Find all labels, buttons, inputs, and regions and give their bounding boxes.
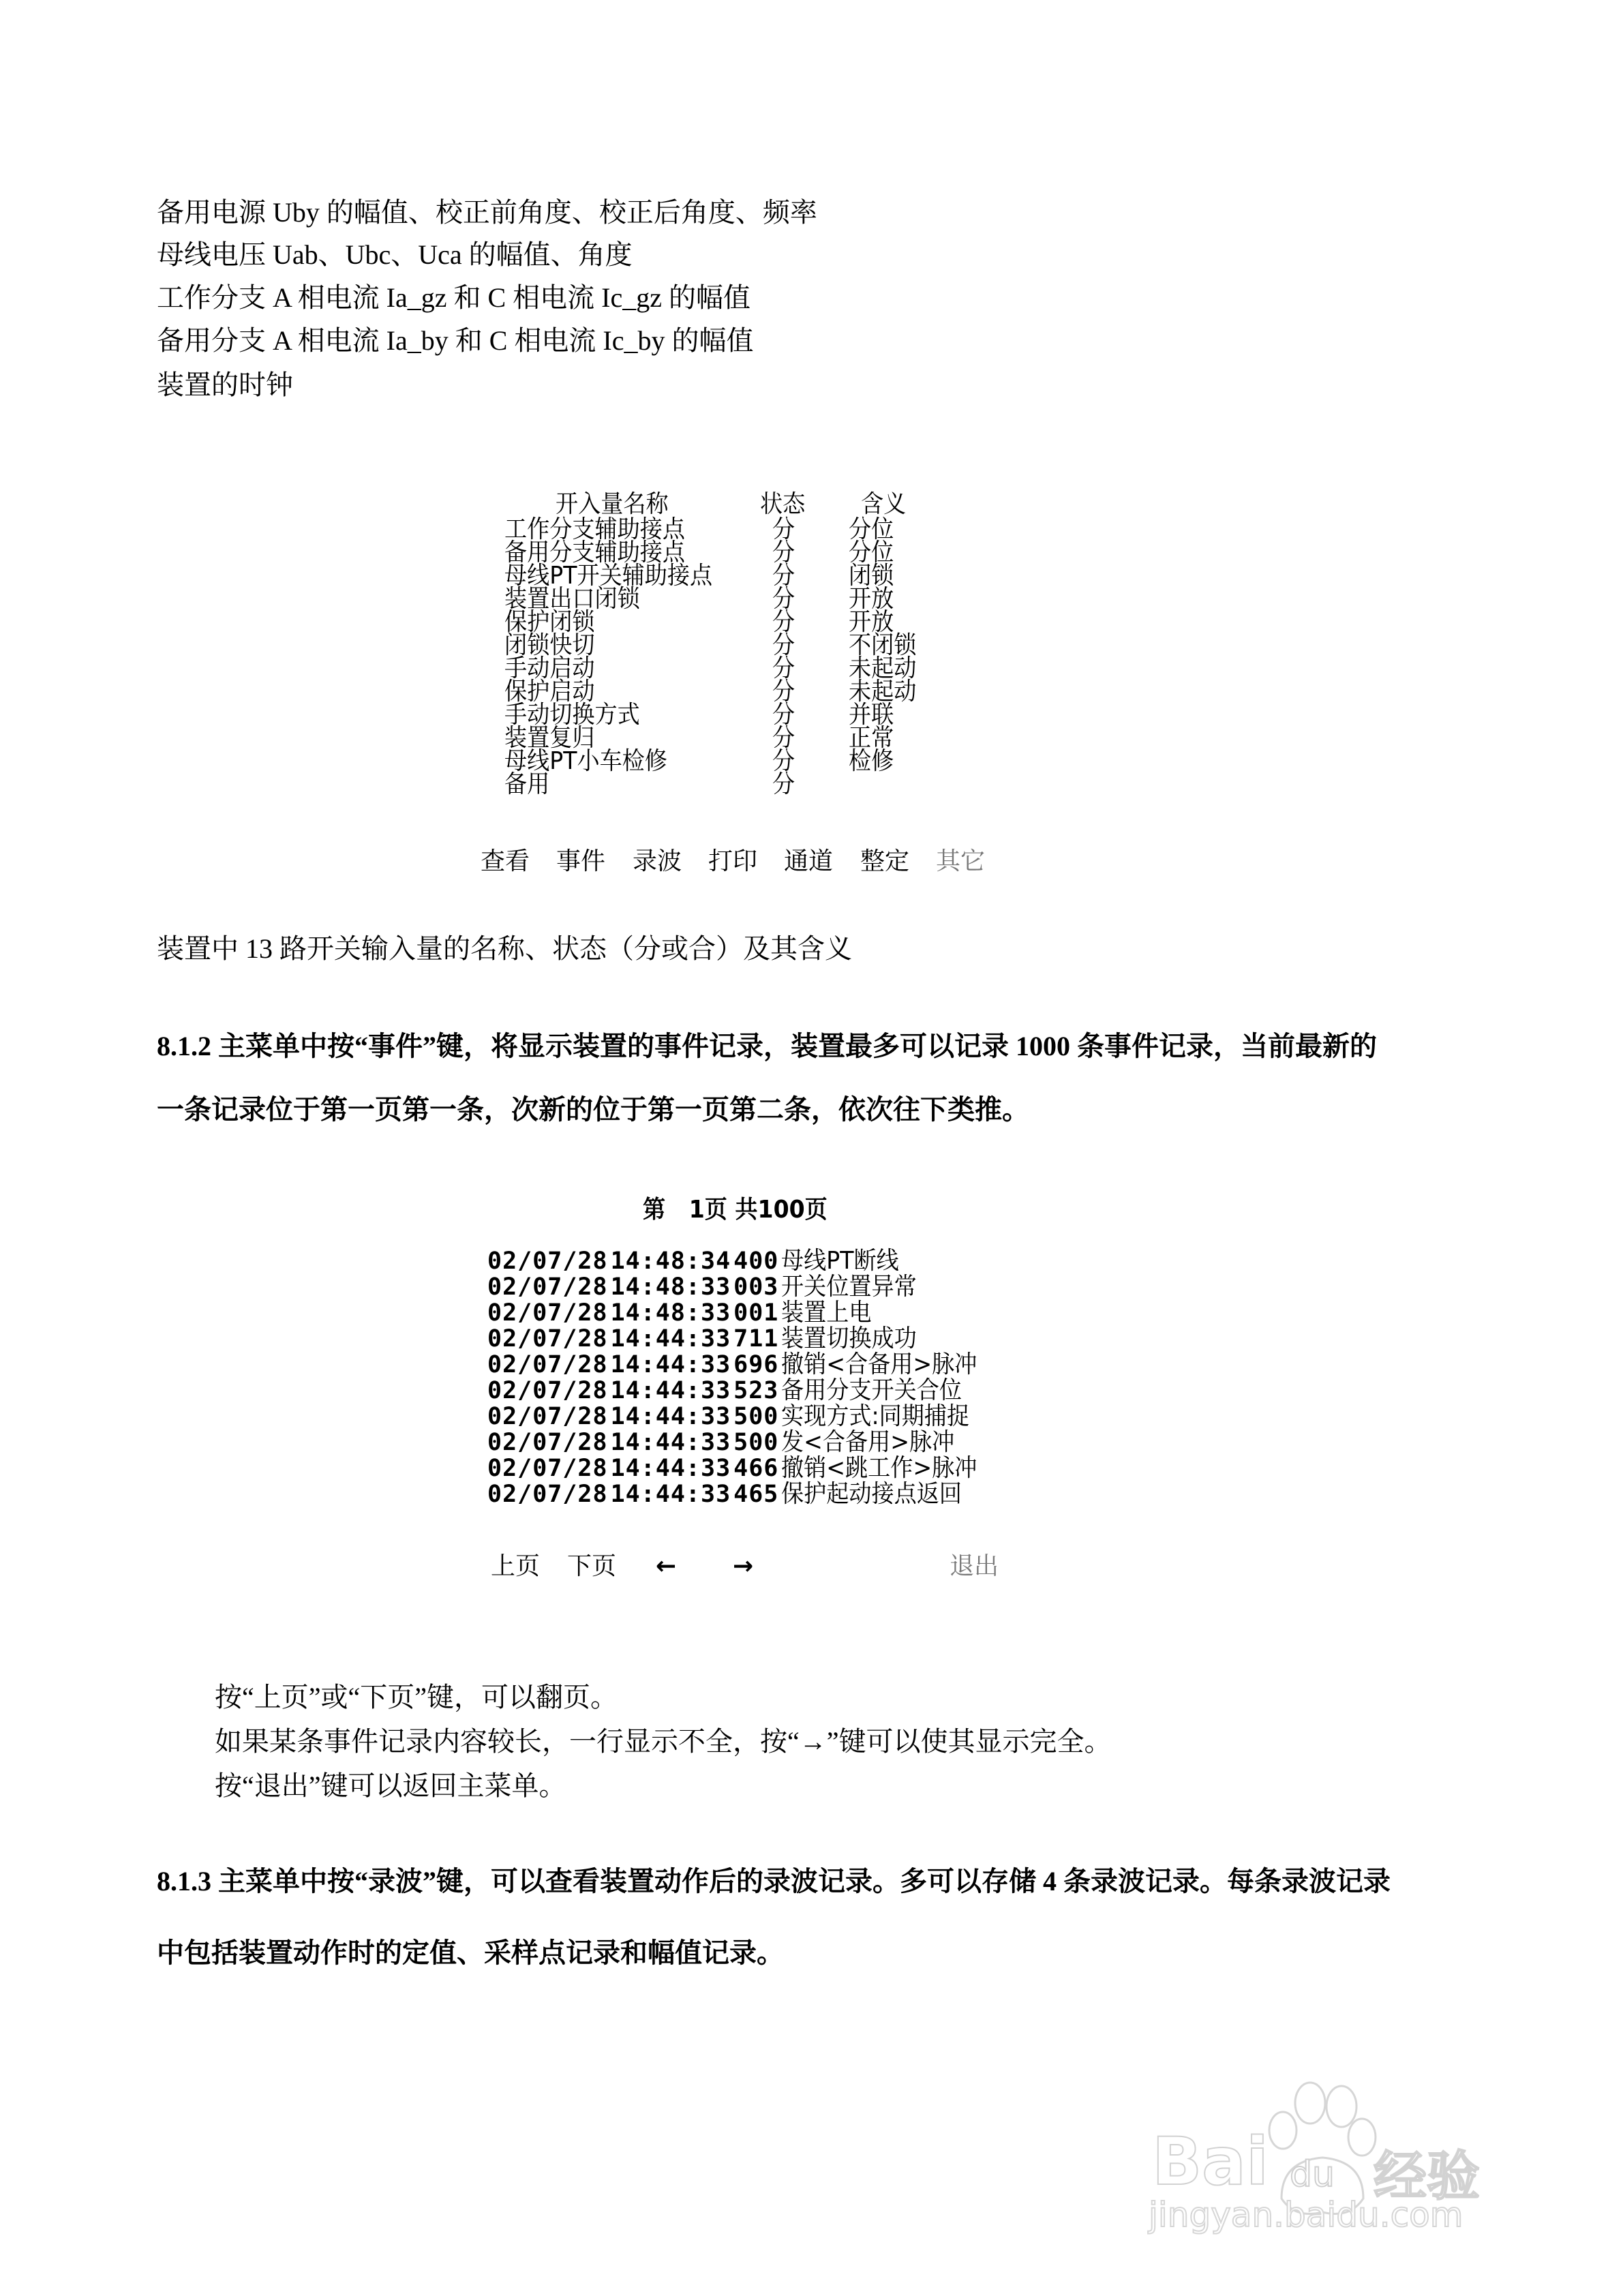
input-state: 分	[772, 747, 795, 775]
event-time: 14:44:33	[610, 1377, 731, 1404]
page-indicator: 第 1页 共100页	[643, 1196, 828, 1224]
watermark-jingyan-cn: 经验	[1374, 2146, 1481, 2207]
event-text: 撤销<合备用>脉冲	[781, 1350, 977, 1378]
watermark-du: du	[1290, 2154, 1335, 2195]
input-state: 分	[772, 585, 795, 613]
input-name: 装置复归	[504, 724, 595, 752]
input-meaning: 并联	[849, 701, 894, 729]
input-state: 分	[772, 562, 795, 590]
event-row	[487, 1350, 995, 1378]
input-state: 分	[772, 515, 795, 543]
event-ms: 500	[733, 1403, 779, 1430]
event-time: 14:44:33	[610, 1429, 731, 1456]
input-meaning: 不闭锁	[849, 631, 917, 659]
event-date: 02/07/28	[487, 1273, 608, 1301]
event-ms: 696	[733, 1351, 779, 1378]
fkey-events[interactable]: 事件	[556, 847, 606, 875]
event-row	[487, 1456, 995, 1481]
input-name: 备用分支辅助接点	[504, 539, 685, 567]
input-state: 分	[772, 539, 795, 567]
event-text: 装置切换成功	[781, 1325, 917, 1353]
event-text: 保护起动接点返回	[781, 1480, 962, 1508]
input-meaning: 检修	[849, 747, 894, 775]
input-state: 分	[772, 654, 795, 682]
input-state: 分	[772, 724, 795, 752]
fkey-settings[interactable]: 整定	[860, 847, 910, 875]
fkey-view[interactable]: 查看	[481, 847, 530, 875]
input-state: 分	[772, 631, 795, 659]
event-row	[487, 1430, 970, 1455]
event-time: 14:44:33	[610, 1351, 731, 1378]
event-text: 母线PT断线	[781, 1247, 900, 1275]
input-name: 备用	[504, 770, 550, 798]
intro-line: 装置的时钟	[157, 369, 293, 400]
section-812-line1: 8.1.2 主菜单中按“事件”键，将显示装置的事件记录，装置最多可以记录 1000 条事件记录，当前最新的	[157, 1031, 1377, 1061]
input-name: 保护启动	[504, 678, 595, 706]
event-row	[487, 1327, 928, 1351]
event-ms: 523	[733, 1377, 779, 1404]
input-caption: 装置中 13 路开关输入量的名称、状态（分或合）及其含义	[157, 933, 852, 964]
intro-line: 备用电源 Uby 的幅值、校正前角度、校正后角度、频率	[157, 197, 817, 228]
input-state: 分	[772, 701, 795, 729]
event-row	[487, 1378, 977, 1403]
input-state: 分	[772, 678, 795, 706]
input-name: 手动切换方式	[504, 701, 640, 729]
event-row	[487, 1301, 879, 1325]
event-text: 实现方式:同期捕捉	[781, 1402, 970, 1430]
event-time: 14:48:34	[610, 1248, 731, 1275]
fkey-print[interactable]: 打印	[708, 847, 758, 875]
scroll-right-button[interactable]: →	[733, 1552, 754, 1580]
event-date: 02/07/28	[487, 1429, 608, 1456]
input-name: 闭锁快切	[504, 631, 595, 659]
event-date: 02/07/28	[487, 1455, 608, 1482]
input-meaning: 闭锁	[849, 562, 894, 590]
column-header-state: 状态	[760, 490, 806, 518]
note-line: 按“退出”键可以返回主菜单。	[215, 1770, 566, 1801]
watermark-bai: Bai	[1152, 2124, 1269, 2200]
event-time: 14:48:33	[610, 1273, 731, 1301]
next-page-button[interactable]: 下页	[567, 1552, 617, 1580]
section-812-line2: 一条记录位于第一页第一条，次新的位于第一页第二条，依次往下类推。	[157, 1094, 1029, 1125]
event-date: 02/07/28	[487, 1248, 608, 1275]
input-meaning: 未起动	[849, 678, 917, 706]
intro-line: 备用分支 A 相电流 Ia_by 和 C 相电流 Ic_by 的幅值	[157, 325, 754, 356]
scroll-left-button[interactable]: ←	[656, 1552, 677, 1580]
event-time: 14:44:33	[610, 1455, 731, 1482]
watermark-url: jingyan.baidu.com	[1149, 2195, 1463, 2235]
prev-page-button[interactable]: 上页	[491, 1552, 541, 1580]
input-name: 母线PT小车检修	[504, 747, 667, 775]
baidu-jingyan-watermark	[1145, 2066, 1541, 2235]
section-813-line1: 8.1.3 主菜单中按“录波”键，可以查看装置动作后的录波记录。多可以存储 4 条录波记录。每条录波记录	[157, 1866, 1391, 1897]
note-line: 如果某条事件记录内容较长，一行显示不全，按“→”键可以使其显示完全。	[215, 1726, 1112, 1757]
event-ms: 400	[733, 1248, 779, 1275]
event-ms: 711	[733, 1325, 779, 1353]
event-ms: 500	[733, 1429, 779, 1456]
event-time: 14:44:33	[610, 1325, 731, 1353]
input-name: 保护闭锁	[504, 608, 595, 636]
input-name: 工作分支辅助接点	[504, 515, 685, 543]
event-text: 装置上电	[781, 1299, 872, 1327]
event-time: 14:44:33	[610, 1481, 731, 1508]
event-row	[487, 1482, 977, 1507]
exit-button[interactable]: 退出	[950, 1552, 999, 1580]
input-meaning: 开放	[849, 608, 894, 636]
input-name: 装置出口闭锁	[504, 585, 640, 613]
event-row	[487, 1404, 986, 1429]
input-meaning: 分位	[849, 539, 894, 567]
intro-line: 母线电压 Uab、Ubc、Uca 的幅值、角度	[157, 239, 633, 270]
fkey-channel[interactable]: 通道	[784, 847, 834, 875]
input-meaning: 正常	[849, 724, 894, 752]
event-row	[487, 1249, 909, 1273]
input-meaning: 开放	[849, 585, 894, 613]
event-date: 02/07/28	[487, 1325, 608, 1353]
column-header-name: 开入量名称	[556, 490, 669, 518]
event-text: 备用分支开关合位	[781, 1376, 962, 1404]
event-ms: 465	[733, 1481, 779, 1508]
note-line: 按“上页”或“下页”键，可以翻页。	[215, 1682, 618, 1712]
event-date: 02/07/28	[487, 1377, 608, 1404]
input-name: 母线PT开关辅助接点	[504, 562, 713, 590]
input-meaning: 分位	[849, 515, 894, 543]
section-813-line2: 中包括装置动作时的定值、采样点记录和幅值记录。	[157, 1937, 784, 1968]
event-time: 14:44:33	[610, 1403, 731, 1430]
column-header-meaning: 含义	[861, 490, 907, 518]
fkey-other[interactable]: 其它	[936, 847, 986, 875]
event-date: 02/07/28	[487, 1351, 608, 1378]
event-date: 02/07/28	[487, 1299, 608, 1327]
event-ms: 466	[733, 1455, 779, 1482]
event-text: 开关位置异常	[781, 1273, 917, 1301]
event-date: 02/07/28	[487, 1481, 608, 1508]
event-time: 14:48:33	[610, 1299, 731, 1327]
input-meaning: 未起动	[849, 654, 917, 682]
input-name: 手动启动	[504, 654, 595, 682]
input-state: 分	[772, 770, 795, 798]
fkey-recording[interactable]: 录波	[633, 847, 682, 875]
intro-line: 工作分支 A 相电流 Ia_gz 和 C 相电流 Ic_gz 的幅值	[157, 282, 751, 313]
input-state: 分	[772, 608, 795, 636]
event-date: 02/07/28	[487, 1403, 608, 1430]
event-ms: 003	[733, 1273, 779, 1301]
event-row	[487, 1275, 928, 1299]
event-text: 撤销<跳工作>脉冲	[781, 1454, 977, 1482]
event-ms: 001	[733, 1299, 779, 1327]
event-text: 发<合备用>脉冲	[781, 1428, 955, 1456]
